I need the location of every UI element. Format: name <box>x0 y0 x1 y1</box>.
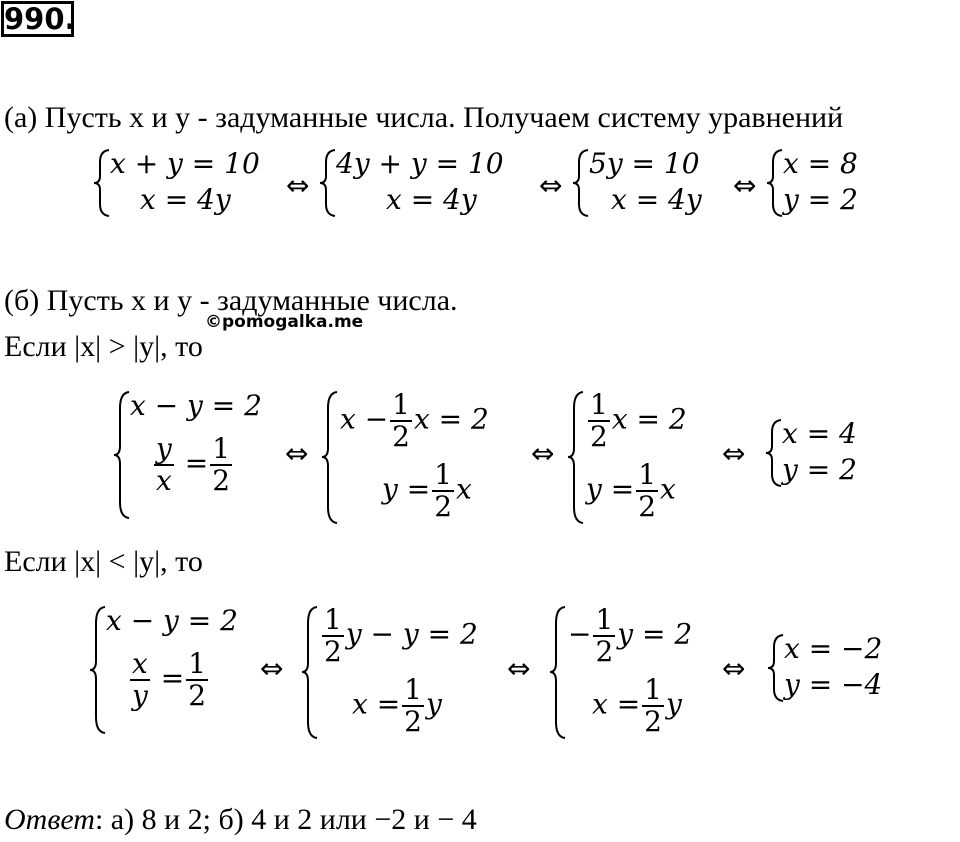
equation: y = $\frac{1}{2}$ x <box>586 458 676 523</box>
system-a-result <box>765 148 875 218</box>
equation: 5y = 10 <box>589 147 700 180</box>
answer-line <box>4 805 477 835</box>
left-brace-icon <box>766 633 786 703</box>
equation: x − $\frac{1}{2}$ x = 2 <box>340 388 489 453</box>
left-brace-icon <box>765 148 785 218</box>
left-brace-icon <box>566 390 586 525</box>
watermark: ©pomogalka.me <box>205 312 364 332</box>
system-b1-result <box>764 418 874 488</box>
equivalence-icon: ⇔ <box>733 169 757 202</box>
equation: − $\frac{1}{2}$ y = 2 <box>568 603 693 668</box>
system-b1-step2 <box>320 390 530 525</box>
equation: x − y = 2 <box>130 389 262 422</box>
equation: x + y = 10 <box>110 147 260 180</box>
equation: x = 8 <box>783 147 858 180</box>
left-brace-icon <box>300 605 320 740</box>
equivalence-icon: ⇔ <box>260 652 284 685</box>
equation: x − y = 2 <box>106 604 238 637</box>
left-brace-icon <box>92 148 112 218</box>
equation: y = 2 <box>782 453 857 486</box>
system-b1-step3 <box>566 390 716 525</box>
equation: x = 4y <box>386 183 477 216</box>
system-b2-result <box>766 633 916 703</box>
equation: y = 2 <box>783 183 858 216</box>
equation: 4y + y = 10 <box>336 147 504 180</box>
equivalence-icon: ⇔ <box>286 169 310 202</box>
equivalence-icon: ⇔ <box>539 169 563 202</box>
equation: $\frac{1}{2}$ x = 2 <box>590 388 687 453</box>
answer-text: : а) 8 и 2; б) 4 и 2 или −2 и − 4 <box>94 803 477 836</box>
left-brace-icon <box>318 148 338 218</box>
equivalence-icon: ⇔ <box>285 437 309 470</box>
system-a-step1 <box>92 148 282 218</box>
equation: x = 4 <box>782 417 857 450</box>
system-a-step2 <box>318 148 538 218</box>
left-brace-icon <box>548 605 568 740</box>
system-a-step3 <box>571 148 721 218</box>
equation: $\frac{x}{y}$ = $\frac{1}{2}$ <box>132 647 207 712</box>
part-a-intro: (а) Пусть x и y - задуманные числа. Получаем систему уравнений <box>4 101 844 134</box>
left-brace-icon <box>571 148 591 218</box>
equation: x = 4y <box>611 183 702 216</box>
equation: x = $\frac{1}{2}$ y <box>592 673 682 738</box>
left-brace-icon <box>764 418 784 488</box>
left-brace-icon <box>88 605 108 735</box>
left-brace-icon <box>320 390 340 525</box>
answer-label: Ответ <box>4 803 95 836</box>
equation: $\frac{y}{x}$ = $\frac{1}{2}$ <box>156 432 231 497</box>
left-brace-icon <box>112 390 132 520</box>
equation: x = −2 <box>784 632 883 665</box>
equivalence-icon: ⇔ <box>722 437 746 470</box>
system-b2-step3 <box>548 605 728 740</box>
system-b1-step1 <box>112 390 282 520</box>
system-b2-step2 <box>300 605 510 740</box>
case2-label: Если |x| < |y|, то <box>4 545 203 578</box>
system-b2-step1 <box>88 605 258 735</box>
equivalence-icon: ⇔ <box>531 437 555 470</box>
problem-number: 990. <box>1 1 74 37</box>
equation: y = $\frac{1}{2}$ x <box>382 458 472 523</box>
equation: x = 4y <box>140 183 231 216</box>
equivalence-icon: ⇔ <box>722 652 746 685</box>
equation: y = −4 <box>784 668 883 701</box>
part-b-intro: (б) Пусть x и y - задуманные числа. <box>4 284 458 317</box>
case1-label: Если |x| > |y|, то <box>4 330 203 363</box>
equation: $\frac{1}{2}$ y − y = 2 <box>324 603 478 668</box>
equation: x = $\frac{1}{2}$ y <box>352 673 442 738</box>
equivalence-icon: ⇔ <box>507 652 531 685</box>
